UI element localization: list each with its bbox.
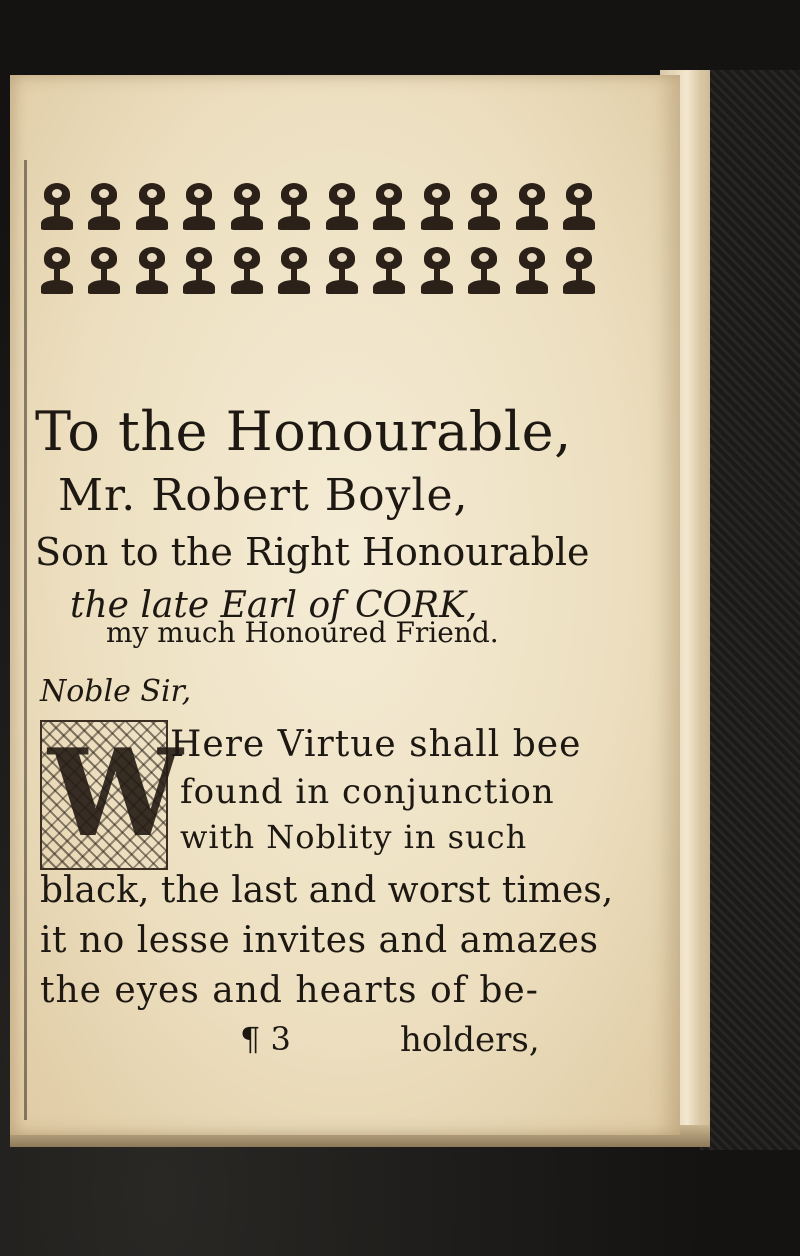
fleuron-ornament [465, 247, 503, 299]
book-binding [700, 70, 800, 1150]
dedication-line-4: the late Earl of CORK, [70, 585, 478, 626]
fleuron-ornament [275, 247, 313, 299]
fleuron-ornament [560, 247, 598, 299]
decorated-initial [40, 720, 183, 870]
fleuron-ornament [513, 183, 551, 235]
body-line-1: Here Virtue shall bee [170, 724, 582, 765]
fleuron-ornament [418, 247, 456, 299]
fleuron-ornament [180, 247, 218, 299]
fleuron-ornament [465, 183, 503, 235]
fleuron-ornament [275, 183, 313, 235]
body-line-5: it no lesse invites and amazes [40, 920, 599, 961]
fleuron-ornament [133, 247, 171, 299]
initial-letter: W [48, 723, 183, 864]
body-line-3: with Noblity in such [180, 818, 528, 856]
body-line-2: found in conjunction [180, 772, 555, 812]
fleuron-ornament [513, 247, 551, 299]
fleuron-ornament [560, 183, 598, 235]
ornament-band-bottom [38, 247, 598, 299]
fleuron-ornament [38, 247, 76, 299]
fleuron-ornament [370, 183, 408, 235]
fleuron-ornament [323, 183, 361, 235]
fleuron-ornament [85, 183, 123, 235]
fleuron-ornament [38, 183, 76, 235]
fleuron-ornament [133, 183, 171, 235]
catchword: holders, [400, 1020, 540, 1060]
signature-mark: ¶ 3 [240, 1020, 291, 1058]
ornament-band-top [38, 183, 598, 235]
fleuron-ornament [228, 247, 266, 299]
dedication-line-3: Son to the Right Honourable [35, 530, 590, 574]
fleuron-ornament [370, 247, 408, 299]
body-line-4: black, the last and worst times, [40, 870, 614, 911]
fleuron-ornament [323, 247, 361, 299]
body-line-6: the eyes and hearts of be- [40, 970, 539, 1011]
fleuron-ornament [180, 183, 218, 235]
fleuron-ornament [418, 183, 456, 235]
fleuron-ornament [85, 247, 123, 299]
dedication-line-2: Mr. Robert Boyle, [58, 470, 469, 521]
gutter-shadow [24, 160, 27, 1120]
dedication-line-5: my much Honoured Friend. [106, 616, 499, 649]
dedication-line-1: To the Honourable, [35, 400, 572, 463]
fleuron-ornament [228, 183, 266, 235]
salutation: Noble Sir, [40, 674, 192, 709]
